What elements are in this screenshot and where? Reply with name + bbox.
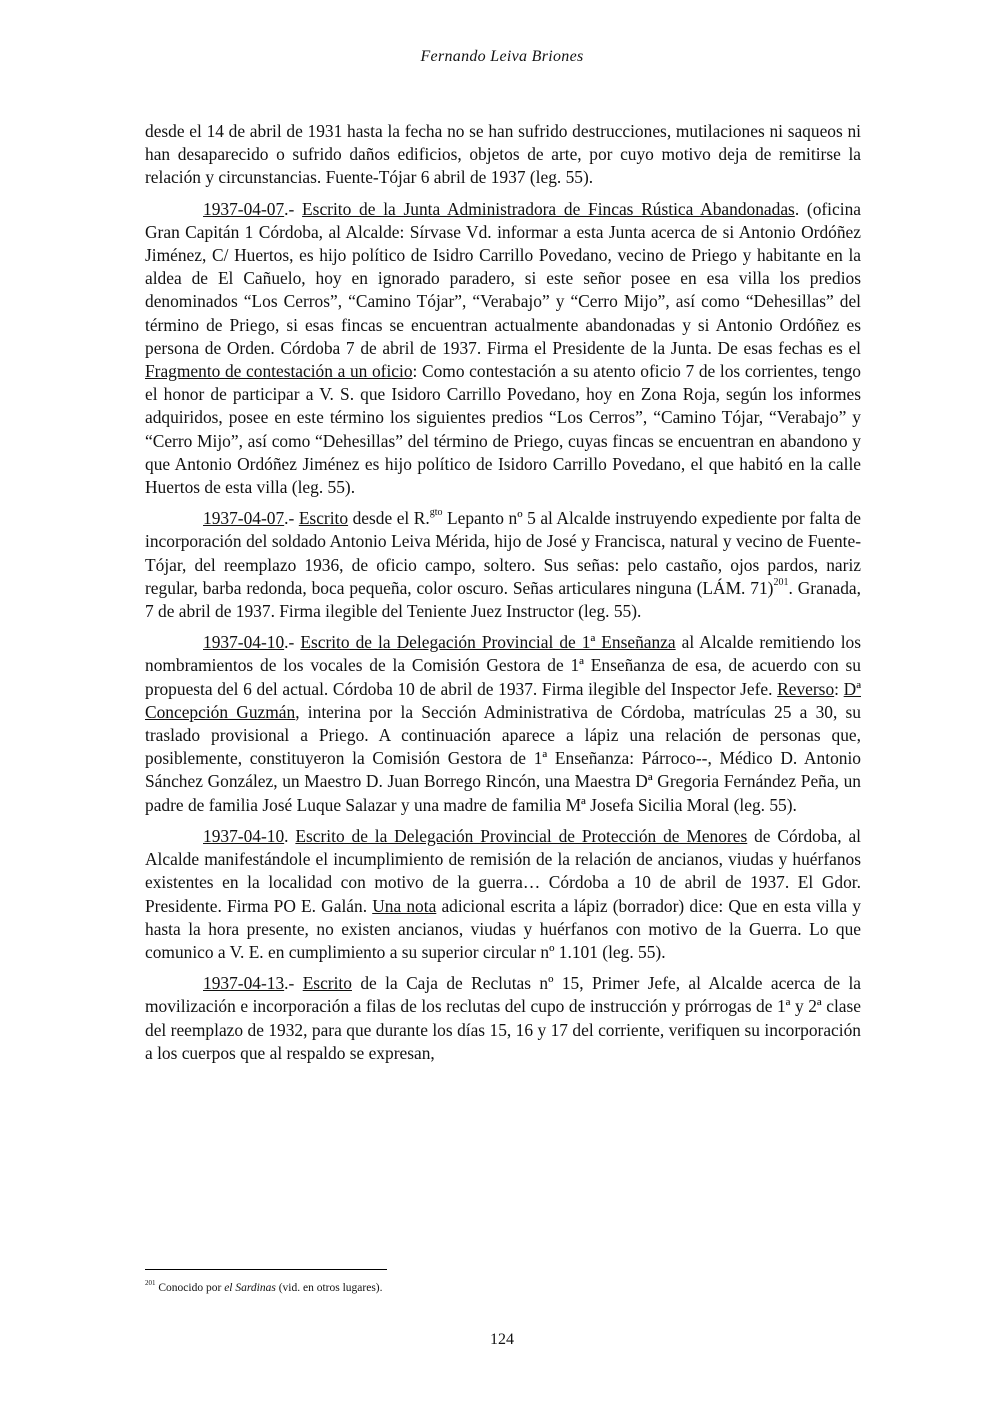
footnote-reference: 201: [773, 577, 789, 589]
entry-text: . Granada, 7 de abril de 1937. Firma ilegible del Teniente Juez Instructor (leg. 55).: [145, 577, 861, 622]
entry-text: Lepanto nº 5 al Alcalde instruyendo expediente por falta de incorporación del soldado Antonio Leiva Mérida, hijo de José y Francisca, natural y vecino de Fuente-Tójar, del reemplazo 1936, de oficio campo, soltero. Sus señas: pelo castaño, ojos pardos, nariz regular, barba redonda, boca pequeña, color oscuro. Señas articulares ninguna (LÁM. 71): [145, 508, 861, 598]
footnote-number: 201: [145, 1279, 156, 1288]
entry-subtitle: Una nota: [372, 895, 437, 916]
entry-text: de Córdoba, al Alcalde manifestándole el incumplimiento de remisión de la relación de ancianos, viudas y huérfanos existentes en la localidad con motivo de la guerra… Córdoba a 10 de abril de 1937. El Gdor. Presidente. Firma PO E. Galán.: [145, 825, 862, 916]
paragraph-4: [145, 631, 861, 817]
page-number: 124: [490, 1331, 514, 1348]
running-header: Fernando Leiva Briones: [420, 48, 584, 65]
footnote-italic: el Sardinas: [224, 1282, 276, 1294]
entry-text: de la Caja de Reclutas nº 15, Primer Jefe, al Alcalde acerca de la movilización e incorporación a filas de los reclutas del cupo de instrucción y prórrogas de 1ª y 2ª clase del reemplazo de 1932, para que durante los días 15, 16 y 17 del corriente, verifiquen su incorporación a los cuerpos que al respaldo se expresan,: [145, 973, 861, 1063]
entry-title: Escrito de la Delegación Provincial de 1ª Enseñanza: [300, 632, 676, 653]
entry-date: 1937-04-13: [203, 973, 285, 994]
entry-subtitle: Dª Concepción Guzmán: [145, 678, 861, 722]
entry-date: 1937-04-10: [203, 632, 285, 653]
entry-title: Escrito de la Delegación Provincial de Protección de Menores: [295, 825, 748, 846]
entry-subtitle: Reverso: [777, 678, 835, 699]
entry-text: : Como contestación a su atento oficio 7 de los corrientes, tengo el honor de participar a V. S. que Isidoro Carrillo Povedano, hoy en Zona Roja, según los informes adquiridos, posee en este término los siguientes predios “Los Cerros”, “Camino Tójar, “Verabajo” y “Cerro Mijo”, así como “Dehesillas” del término de Priego, cuyas fincas se encuentran en abandono y que Antonio Ordóñez Jiménez es hijo político de Isidoro Carrillo Povedano, el que habitó en la calle Huertos de esta villa (leg. 55).: [145, 361, 862, 498]
separator: .-: [284, 632, 301, 653]
paragraph-5: [145, 825, 861, 964]
paragraph-6: [145, 972, 861, 1065]
footnote-text: (vid. en otros lugares).: [275, 1282, 383, 1294]
body-text: [145, 120, 861, 1073]
superscript: gto: [429, 507, 443, 519]
entry-title: Escrito: [302, 973, 352, 994]
separator: .-: [284, 198, 303, 219]
footnote-divider: [145, 1269, 387, 1270]
entry-title: Escrito: [298, 508, 349, 529]
paragraph-1: desde el 14 de abril de 1931 hasta la fecha no se han sufrido destrucciones, mutilaciones ni saqueos ni han desaparecido o sufrido daños edificios, objetos de arte, por cuyo motivo deja de remitirse la relación y circunstancias. Fuente-Tójar 6 abril de 1937 (leg. 55).: [145, 121, 861, 188]
entry-text: :: [834, 678, 844, 699]
footnote: [145, 1281, 861, 1295]
entry-text: adicional escrita a lápiz (borrador) dice: Que en esta villa y hasta la hora presente, no existen ancianos, viudas y huérfanos con motivo de la Guerra. Lo que comunico a V. E. en cumplimiento a su superior circular nº 1.101 (leg. 55).: [145, 895, 861, 962]
paragraph-2: [145, 198, 861, 500]
entry-date: 1937-04-10: [203, 825, 285, 846]
entry-text: al Alcalde remitiendo los nombramientos de los vocales de la Comisión Gestora de 1ª Enseñanza de esa, de acuerdo con su propuesta del 6 del actual. Córdoba 10 de abril de 1937. Firma ilegible del Inspector Jefe.: [145, 632, 861, 699]
paragraph-3: [145, 507, 861, 623]
separator: .: [284, 825, 296, 846]
footnote-text: Conocido por: [155, 1282, 225, 1294]
entry-date: 1937-04-07: [203, 198, 285, 219]
entry-date: 1937-04-07: [203, 508, 285, 529]
entry-title: Escrito de la Junta Administradora de Fincas Rústica Abandonadas: [302, 198, 795, 219]
entry-text: , interina por la Sección Administrativa de Córdoba, matrículas 25 a 30, su traslado provisional a Priego. A continuación aparece a lápiz una relación de personas que, posiblemente, constituyeron la Comisión Gestora de 1ª Enseñanza: Párroco--, Médico D. Antonio Sánchez González, un Maestro D. Juan Borrego Rincón, una Maestra Dª Gregoria Fernández Peña, un padre de familia José Luque Salazar y una madre de familia Mª Josefa Sicilia Moral (leg. 55).: [145, 701, 861, 815]
separator: .-: [284, 973, 303, 994]
entry-text: desde el R.: [348, 508, 430, 529]
entry-subtitle: Fragmento de contestación a un oficio: [145, 361, 413, 382]
entry-text: . (oficina Gran Capitán 1 Córdoba, al Alcalde: Sírvase Vd. informar a esta Junta acerca de si Antonio Ordóñez Jiménez, C/ Huertos, es hijo político de Isidro Carrillo Povedano, vecino de Priego y habitante en la aldea de El Cañuelo, hoy en ignorado paradero, si este señor posee en esa villa los predios denominados “Los Cerros”, “Camino Tójar”, “Verabajo” y “Cerro Mijo”, así como “Dehesillas” del término de Priego, si esas fincas se encuentran actualmente abandonadas y si Antonio Ordóñez es persona de Orden. Córdoba 7 de abril de 1937. Firma el Presidente de la Junta. De esas fechas es el: [145, 198, 861, 358]
separator: .-: [284, 508, 299, 529]
